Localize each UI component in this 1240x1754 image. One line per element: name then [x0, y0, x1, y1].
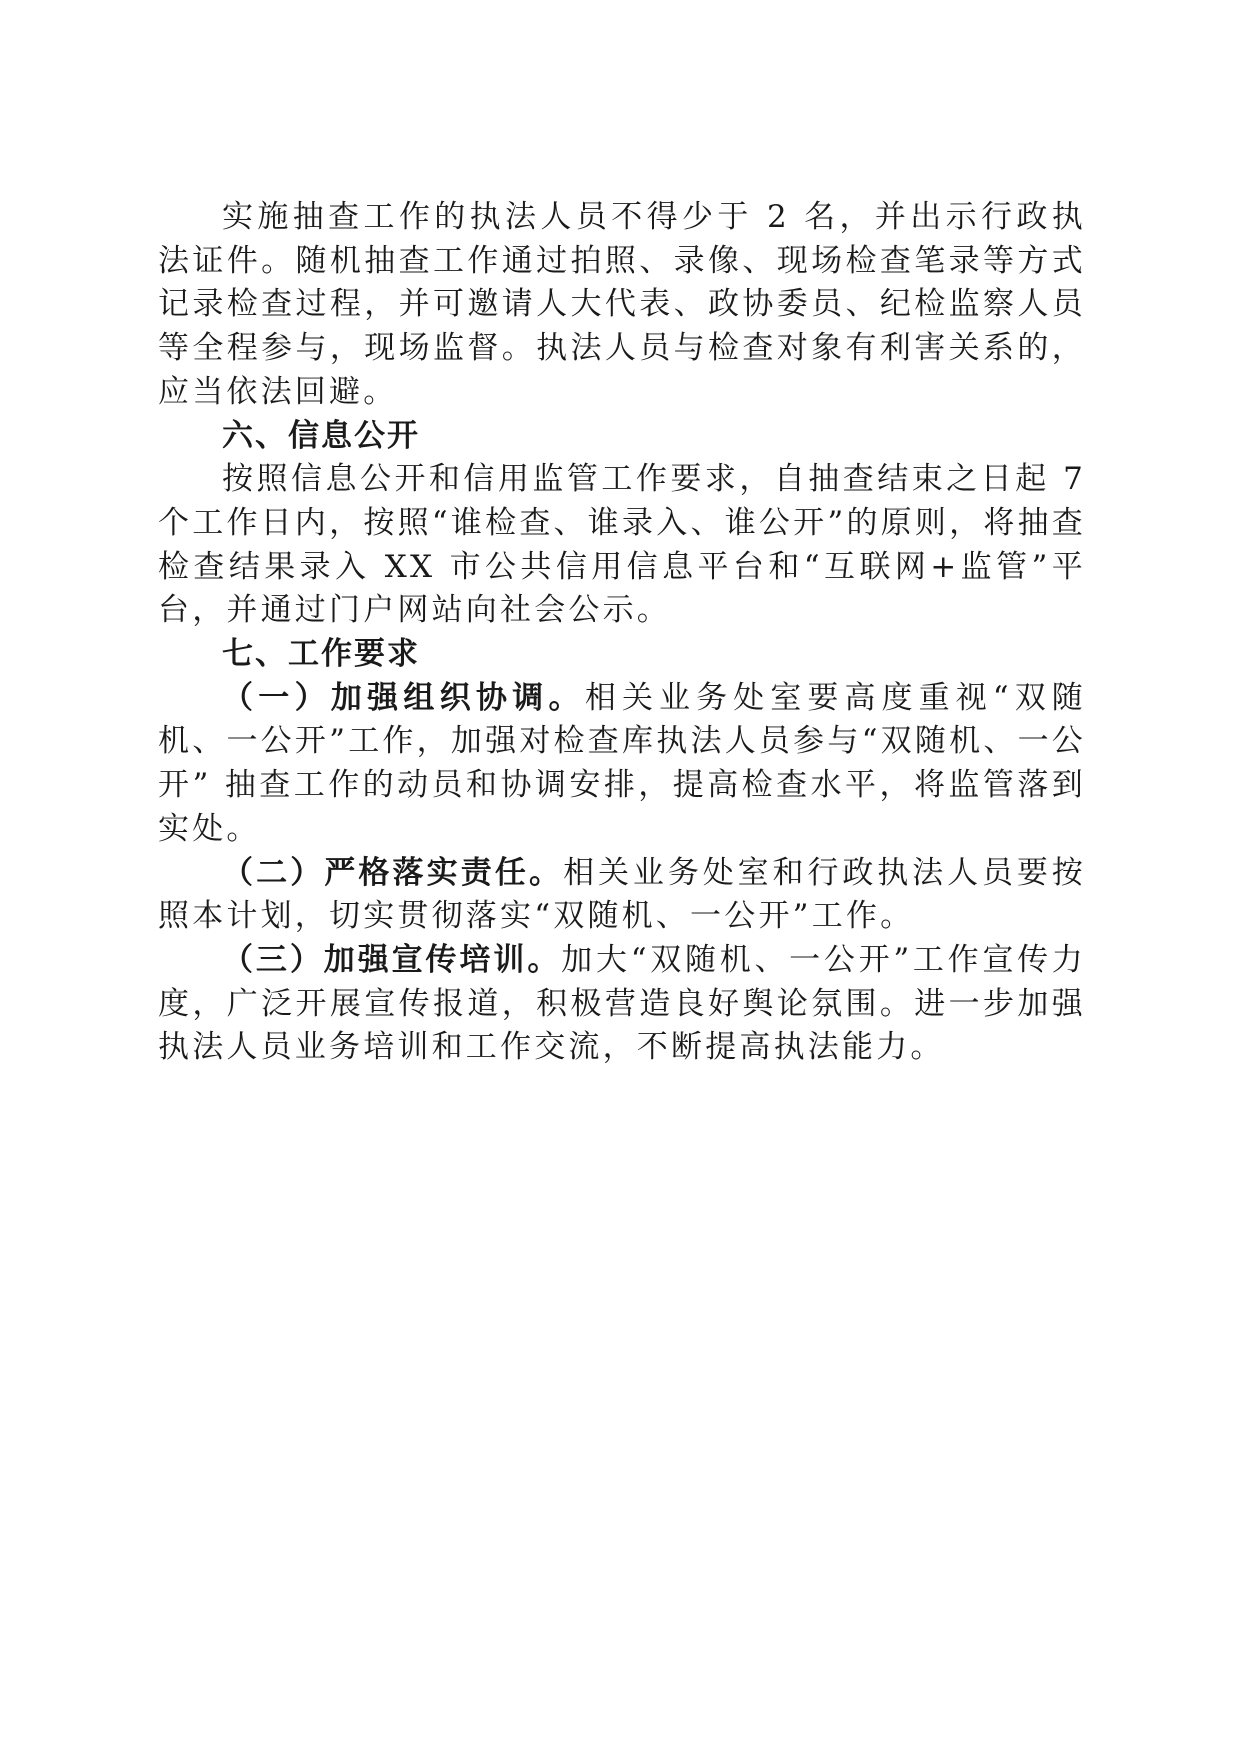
- section-7-heading: 七、工作要求: [222, 636, 420, 673]
- section-7-item-1-lead: （一）加强组织协调。: [222, 679, 585, 716]
- section-7-item-3-body: 加大“双随机、一公开”工作宣传力度，广泛开展宣传报道，积极营造良好舆论氛围。进一步加强执法人员业务培训和工作交流，不断提高执法能力。: [158, 941, 1087, 1066]
- section-7-item-1: [158, 677, 1086, 852]
- document-body: [158, 196, 1086, 1070]
- section-6-heading: 六、信息公开: [222, 417, 420, 454]
- section-7-item-1-body: 相关业务处室要高度重视“双随机、一公开”工作，加强对检查库执法人员参与“双随机、一公开” 抽查工作的动员和协调安排，提高检查水平，将监管落到实处。: [158, 679, 1087, 847]
- section-6-body: 按照信息公开和信用监管工作要求，自抽查结束之日起 7 个工作日内，按照“谁检查、谁录入、谁公开”的原则，将抽查检查结果录入 XX 市公共信用信息平台和“互联网+监管”平台，并通过门户网站向社会公示。: [158, 461, 1086, 629]
- section-7-item-2-lead: （二）严格落实责任。: [222, 854, 564, 891]
- section-7-item-2-body: 相关业务处室和行政执法人员要按照本计划，切实贯彻落实“双随机、一公开”工作。: [158, 854, 1087, 935]
- section-7-item-2: [158, 852, 1086, 939]
- section-7-item-3-lead: （三）加强宣传培训。: [222, 941, 562, 978]
- section-7-item-3: [158, 939, 1086, 1070]
- paragraph-enforcement-personnel: 实施抽查工作的执法人员不得少于 2 名，并出示行政执法证件。随机抽查工作通过拍照、录像、现场检查笔录等方式记录检查过程，并可邀请人大代表、政协委员、纪检监察人员等全程参与，现场监督。执法人员与检查对象有利害关系的，应当依法回避。: [158, 199, 1086, 410]
